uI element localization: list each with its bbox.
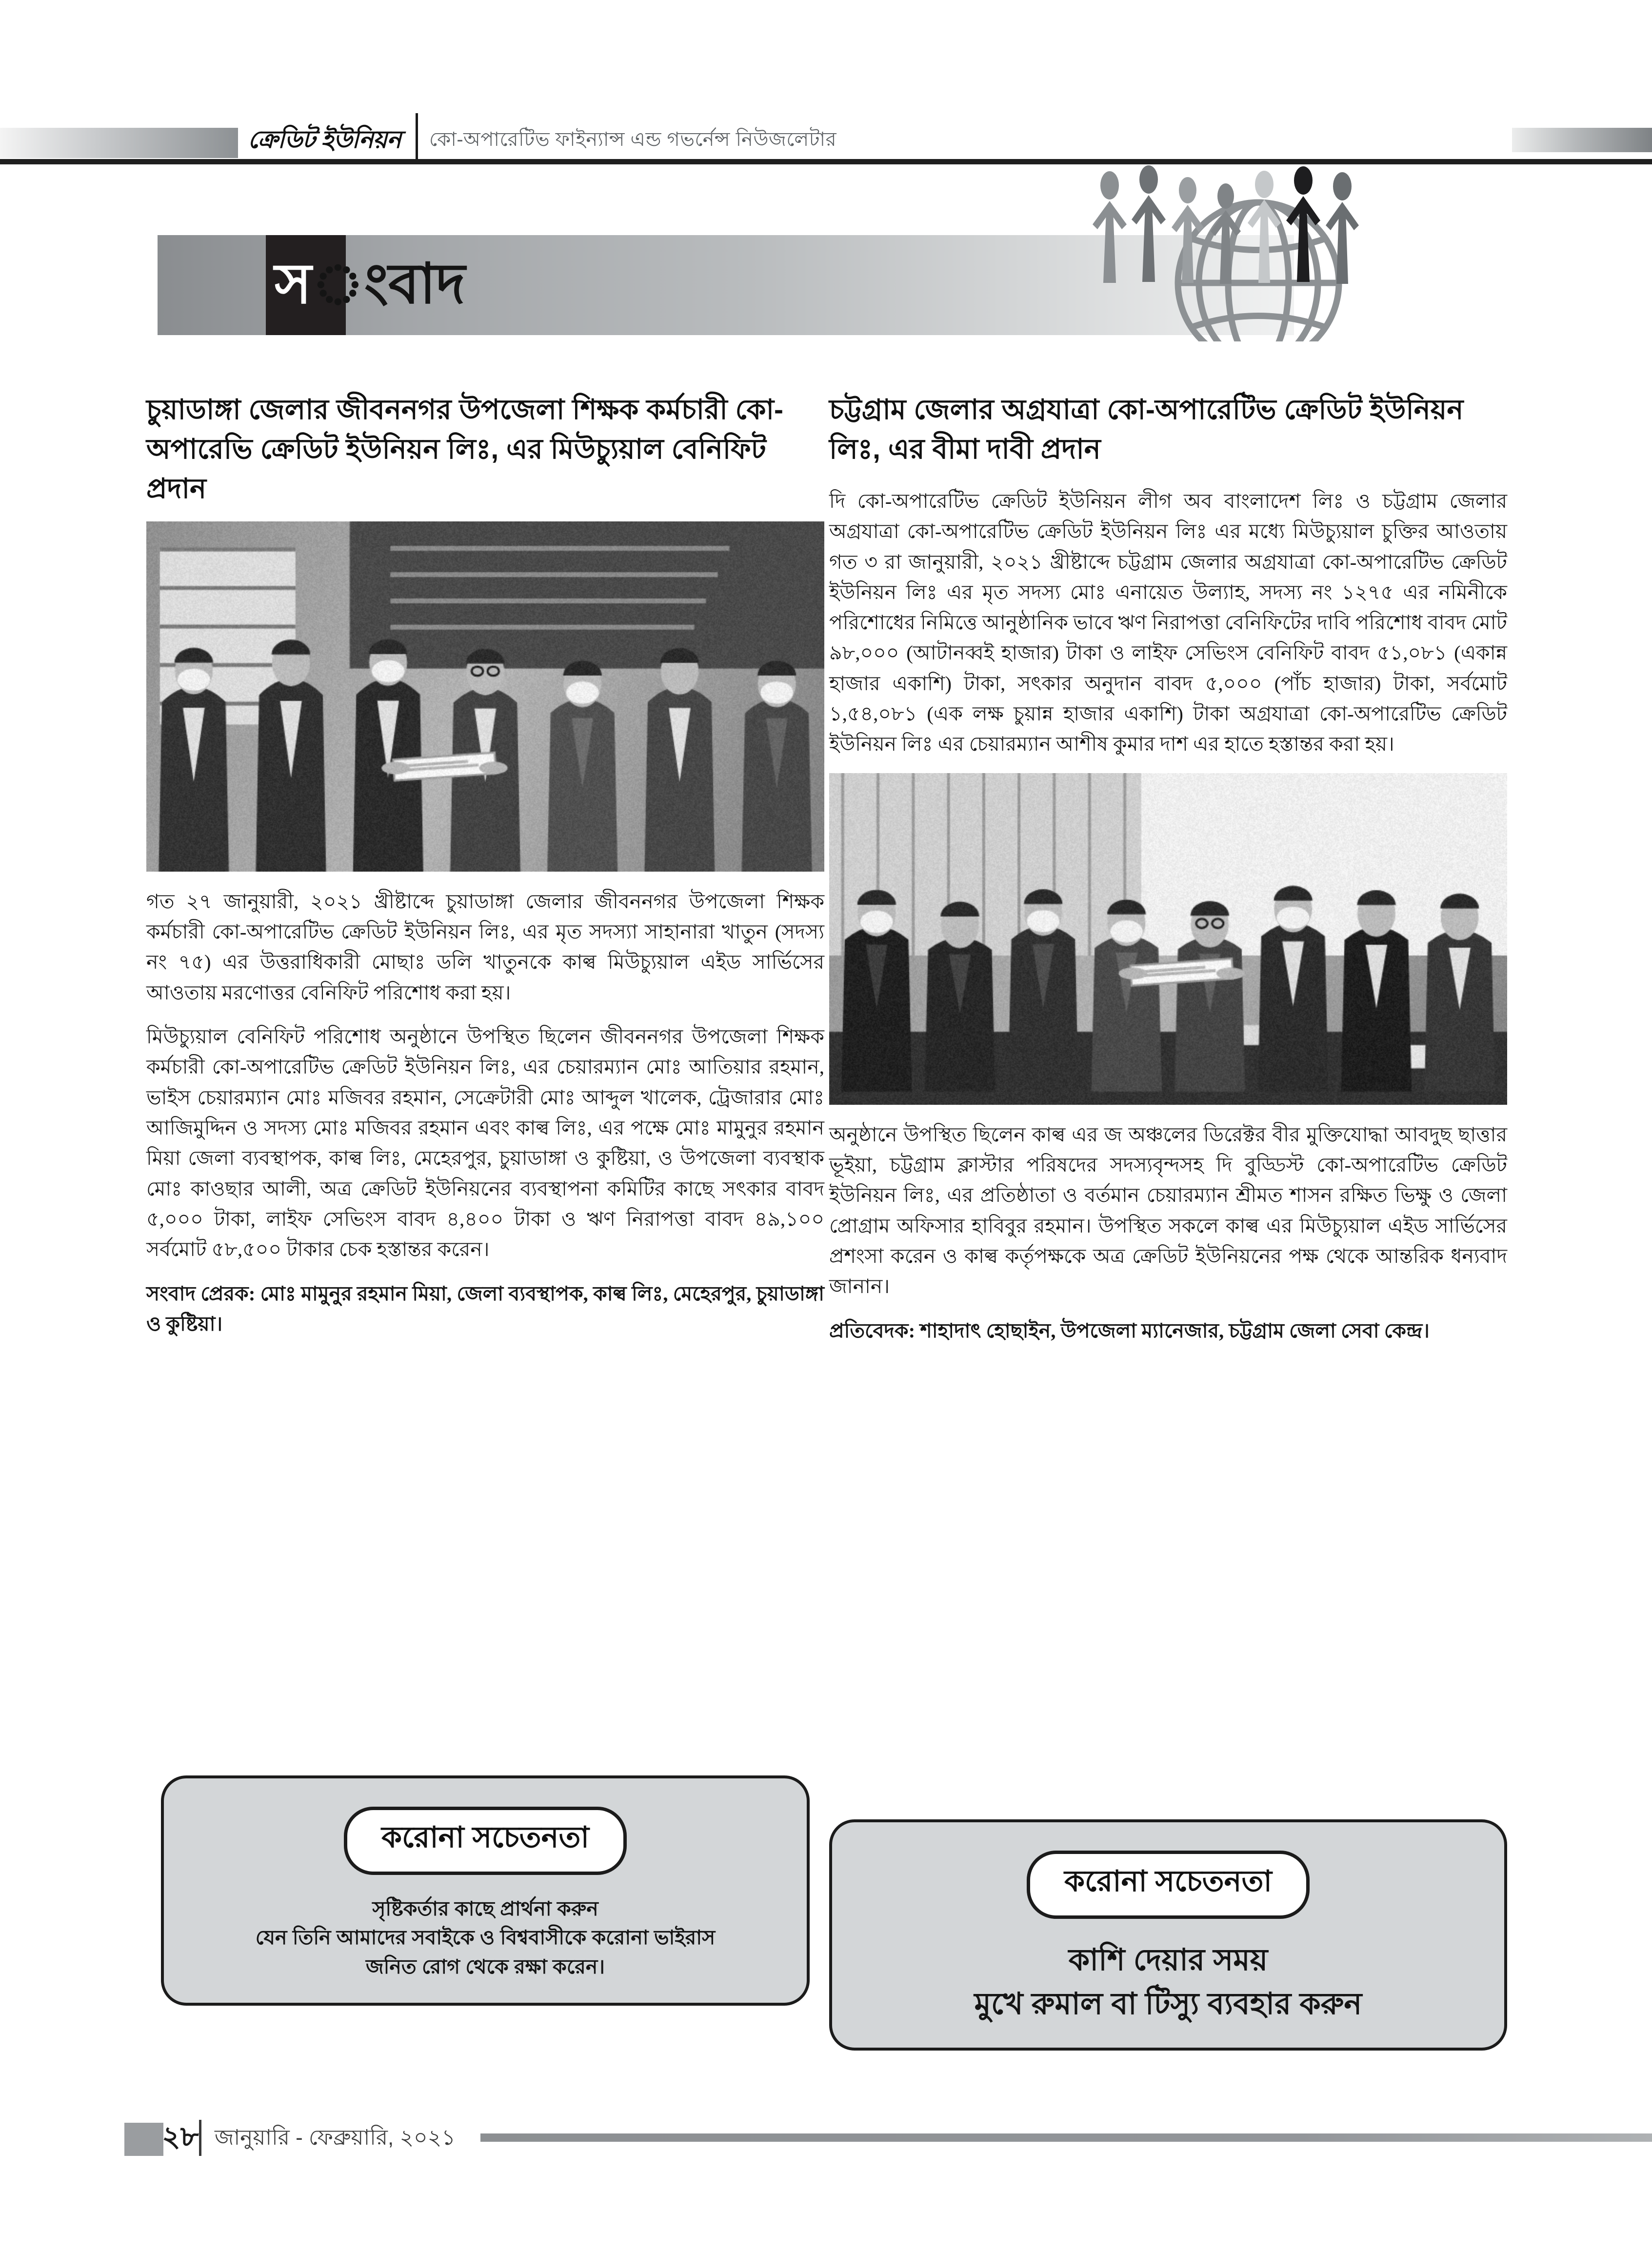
right-article-paragraph-2: অনুষ্ঠানে উপস্থিত ছিলেন কাল্ব এর জ অঞ্চলের ডিরেক্টর বীর মুক্তিযোদ্ধা আবদুছ ছাত্তার ভূইয়া, চট্টগ্রাম ক্লাস্টার পরিষদের সদস্যবৃন্দসহ দি বুড্ডিস্ট কো-অপারেটিভ ক্রেডিট ইউনিয়ন লিঃ, এর প্রতিষ্ঠাতা ও বর্তমান চেয়ারম্যান শ্রীমত শাসন রক্ষিত ভিক্ষু ও জেলা প্রোগ্রাম অফিসার হাবিবুর রহমান। উপস্থিত সকলে কাল্ব এর মিউচ্যুয়াল এইড সার্ভিসের প্রশংসা করেন ও কাল্ব কর্তৃপক্ষকে অত্র ক্রেডিট ইউনিয়নের পক্ষ থেকে আন্তরিক ধন্যবাদ জানান। [829,1123,1507,1298]
right-article-headline: চট্টগ্রাম জেলার অগ্রযাত্রা কো-অপারেটিভ ক্রেডিট ইউনিয়ন লিঃ, এর বীমা দাবী প্রদান [829,394,1464,465]
footer-issue-date: জানুয়ারি - ফেব্রুয়ারি, ২০২১ [215,2125,456,2150]
left-article-paragraph-2: মিউচ্যুয়াল বেনিফিট পরিশোধ অনুষ্ঠানে উপস্থিত ছিলেন জীবননগর উপজেলা শিক্ষক কর্মচারী কো-অপারেটিভ ক্রেডিট ইউনিয়ন লিঃ, এর চেয়ারম্যান মোঃ আতিয়ার রহমান, ভাইস চেয়ারম্যান মোঃ মজিবর রহমান, সেক্রেটারী মোঃ আব্দুল খালেক, ট্রেজারার মোঃ আজিমুদ্দিন ও সদস্য মোঃ মজিবর রহমান এবং কাল্ব লিঃ, এর পক্ষে মোঃ মামুনুর রহমান মিয়া জেলা ব্যবস্থাপক, কাল্ব লিঃ, মেহেরপুর, চুয়াডাঙ্গা ও কুষ্টিয়া, ও উপজেলা ব্যবস্থাক মোঃ কাওছার আলী, অত্র ক্রেডিট ইউনিয়নের ব্যবস্থাপনা কমিটির কাছে সৎকার বাবদ ৫,০০০ টাকা, লাইফ সেভিংস বাবদ ৪,৪০০ টাকা ও ঋণ নিরাপত্তা বাবদ ৪৯,১০০ সর্বমোট ৫৮,৫০০ টাকার চেক হস্তান্তর করেন। [146,1025,824,1261]
corona-right-message [852,1938,1485,2026]
left-article-column [146,390,824,1353]
masthead-divider [416,113,418,164]
publication-logo: ক্রেডিট ইউনিয়ন [248,125,401,153]
section-title [275,239,465,335]
corona-left-line-3: জনিত রোগ থেকে রক্ষা করেন। [365,1955,605,1978]
corona-awareness-box-left [161,1775,810,2006]
footer-rule [480,2133,1652,2142]
right-article-column [829,390,1507,1359]
corona-left-message [183,1894,787,1981]
page-number: ২৮ [162,2120,199,2152]
masthead-right-gradient-bar [1512,128,1652,152]
right-article-photo [829,773,1507,1105]
corona-left-title: করোনা সচেতনতা [344,1807,627,1875]
footer-gray-block [124,2123,163,2156]
masthead-left-gradient-bar [0,128,238,158]
corona-left-line-2: যেন তিনি আমাদের সবাইকে ও বিশ্ববাসীকে করোনা ভাইরাস [255,1926,716,1949]
section-title-rest: ংবাদ [311,253,465,315]
left-article-credit: সংবাদ প্রেরক: মোঃ মামুনুর রহমান মিয়া, জেলা ব্যবস্থাপক, কাল্ব লিঃ, মেহেরপুর, চুয়াডাঙ্গা ও কুষ্টিয়া। [146,1282,824,1335]
left-article-paragraph-1: গত ২৭ জানুয়ারী, ২০২১ খ্রীষ্টাব্দে চুয়াডাঙ্গা জেলার জীবননগর উপজেলা শিক্ষক কর্মচারী কো-অপারেটিভ ক্রেডিট ইউনিয়ন লিঃ, এর মৃত সদস্যা সাহানারা খাতুন (সদস্য নং ৭৫) এর উত্তরাধিকারী মোছাঃ ডলি খাতুনকে কাল্ব মিউচ্যুয়াল এইড সার্ভিসের আওতায় মরণোত্তর বেনিফিট পরিশোধ করা হয়। [146,890,824,1004]
right-article-paragraph-1: দি কো-অপারেটিভ ক্রেডিট ইউনিয়ন লীগ অব বাংলাদেশ লিঃ ও চট্টগ্রাম জেলার অগ্রযাত্রা কো-অপারেটিভ ক্রেডিট ইউনিয়ন লিঃ এর মধ্যে মিউচ্যুয়াল চুক্তির আওতায় গত ৩ রা জানুয়ারী, ২০২১ খ্রীষ্টাব্দে চট্টগ্রাম জেলার অগ্রযাত্রা কো-অপারেটিভ ক্রেডিট ইউনিয়ন লিঃ এর মৃত সদস্য মোঃ এনায়েত উল্যাহ, সদস্য নং ১২৭৫ এর নমিনীকে পরিশোধের নিমিত্তে আনুষ্ঠানিক ভাবে ঋণ নিরাপত্তা বেনিফিটের দাবি পরিশোধ বাবদ মোট ৯৮,০০০ (আটানব্বই হাজার) টাকা ও লাইফ সেভিংস বেনিফিট বাবদ ৫১,০৮১ (একান্ন হাজার একাশি) টাকা, সৎকার অনুদান বাবদ ৫,০০০ (পাঁচ হাজার) টাকা, সর্বমোট ১,৫৪,০৮১ (এক লক্ষ চুয়ান্ন হাজার একাশি) টাকা অগ্রযাত্রা কো-অপারেটিভ ক্রেডিট ইউনিয়ন লিঃ এর চেয়ারম্যান আশীষ কুমার দাশ এর হাতে হস্তান্তর করা হয়। [829,489,1507,756]
right-article-credit: প্রতিবেদক: শাহাদাৎ হোছাইন, উপজেলা ম্যানেজার, চট্টগ্রাম জেলা সেবা কেন্দ্র। [829,1319,1430,1342]
masthead-subtitle: কো-অপারেটিভ ফাইন্যান্স এন্ড গভর্নেন্স নিউজলেটার [429,128,837,150]
left-article-photo [146,521,824,872]
section-title-first-glyph: স [275,253,312,315]
people-holding-hands-globe-icon [1063,161,1453,341]
corona-awareness-box-right [829,1819,1507,2051]
corona-right-line-1: কাশি দেয়ার সময় [1068,1943,1268,1977]
page-footer [0,2112,1652,2171]
corona-right-line-2: মুখে রুমাল বা টিস্যু ব্যবহার করুন [974,1987,1362,2021]
corona-right-title: করোনা সচেতনতা [1027,1851,1310,1919]
corona-left-line-1: সৃষ্টিকর্তার কাছে প্রার্থনা করুন [372,1897,598,1920]
left-article-headline: চুয়াডাঙ্গা জেলার জীবননগর উপজেলা শিক্ষক কর্মচারী কো-অপারেভি ক্রেডিট ইউনিয়ন লিঃ, এর মিউচ্যুয়াল বেনিফিট প্রদান [146,394,784,504]
footer-separator [199,2120,201,2156]
